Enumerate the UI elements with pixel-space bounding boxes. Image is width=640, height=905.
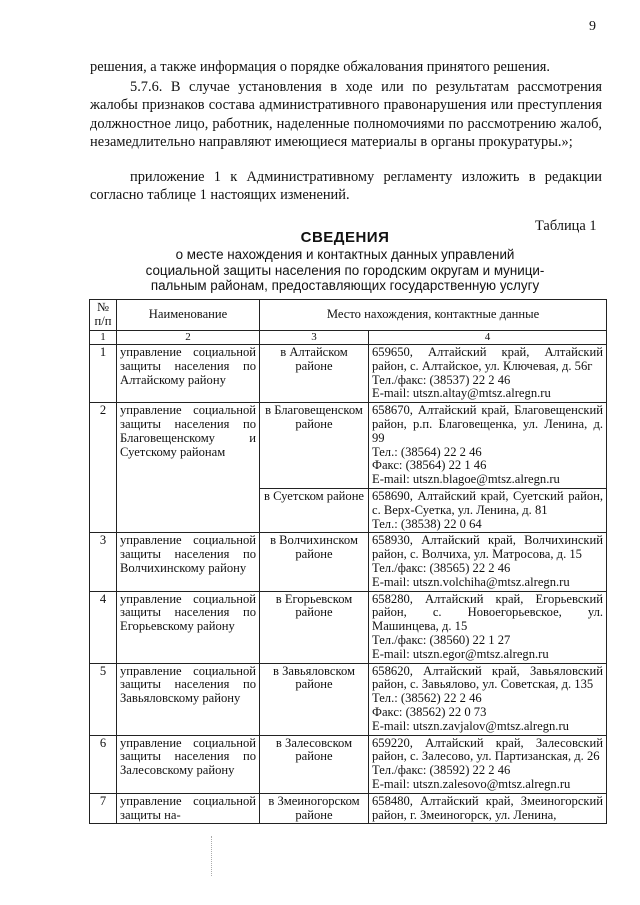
paragraph-appendix: приложение 1 к Административному регламенту изложить в редакции согласно таблице 1 настоящих изменений. xyxy=(90,169,602,204)
department-name: управление социальной защиты населения по Благовещенскому и Суетскому районам xyxy=(117,403,260,533)
address: 658480, Алтайский край, Змеиногорский район, г. Змеиногорск, ул. Ленина, xyxy=(372,793,604,822)
heading-line-2: социальной защиты населения по городским округам и муници- xyxy=(145,262,545,278)
email: E-mail: utszn.egor@mtsz.alregn.ru xyxy=(372,646,549,661)
header-place: Место нахождения, контактные данные xyxy=(260,300,607,331)
paragraph-5-7-6: 5.7.6. В случае установления в ходе или по результатам рассмотрения жалобы признаков состава административного правонарушения или преступления должностное лицо, работник, наделенные полномочиями по рассмотрению жалоб, незамедлительно направляют имеющиеся материалы в органы прокуратуры.»; xyxy=(90,79,602,151)
header-name: Наименование xyxy=(117,300,260,331)
row-number: 5 xyxy=(90,663,117,735)
phone: Тел./факс: (38537) 22 2 46 xyxy=(372,372,511,387)
phone: Тел.: (38562) 22 2 46 xyxy=(372,691,482,706)
phone: Тел./факс: (38565) 22 2 46 xyxy=(372,560,511,575)
email: E-mail: utszn.zalesovo@mtsz.alregn.ru xyxy=(372,776,571,791)
contact-data xyxy=(369,488,607,532)
district-location: в Залесовском районе xyxy=(260,735,369,793)
email: E-mail: utszn.zavjalov@mtsz.alregn.ru xyxy=(372,718,569,733)
table-row xyxy=(90,735,607,793)
department-name: управление социальной защиты населения по Егорьевскому району xyxy=(117,591,260,663)
district-location: в Алтайском районе xyxy=(260,345,369,403)
table-row xyxy=(90,663,607,735)
table-heading xyxy=(100,229,590,294)
row-number: 4 xyxy=(90,591,117,663)
email: E-mail: utszn.volchiha@mtsz.alregn.ru xyxy=(372,574,570,589)
department-name: управление социальной защиты населения по Волчихинскому району xyxy=(117,533,260,591)
heading-line-1: о месте нахождения и контактных данных управлений xyxy=(175,247,515,262)
index-cell: 1 xyxy=(90,331,117,345)
address: 659220, Алтайский край, Залесовский район, с. Залесово, ул. Партизанская, д. 26 xyxy=(372,735,604,764)
table-label: Таблица 1 xyxy=(535,218,597,234)
department-name: управление социальной защиты на- xyxy=(117,793,260,824)
heading-title: СВЕДЕНИЯ xyxy=(300,229,390,246)
address: 658930, Алтайский край, Волчихинский район, с. Волчиха, ул. Матросова, д. 15 xyxy=(372,533,604,562)
contact-data xyxy=(369,735,607,793)
fax: Факс: (38564) 22 1 46 xyxy=(372,458,487,473)
address: 659650, Алтайский край, Алтайский район, с. Алтайское, ул. Ключевая, д. 56г xyxy=(372,345,604,373)
department-name: управление социальной защиты населения по Завьяловскому району xyxy=(117,663,260,735)
index-cell: 4 xyxy=(369,331,607,345)
department-name: управление социальной защиты населения по Алтайскому району xyxy=(117,345,260,403)
table-index-row xyxy=(90,331,607,345)
address: 658280, Алтайский край, Егорьевский район, с. Новоегорьевское, ул. Машинцева, д. 15 xyxy=(372,591,604,634)
phone: Тел./факс: (38592) 22 2 46 xyxy=(372,763,511,778)
fax: Факс: (38562) 22 0 73 xyxy=(372,704,487,719)
index-cell: 2 xyxy=(117,331,260,345)
scan-artifact-line xyxy=(211,836,213,876)
district-location: в Суетском районе xyxy=(260,488,369,532)
table-row xyxy=(90,533,607,591)
district-location: в Егорьевском районе xyxy=(260,591,369,663)
address: 658670, Алтайский край, Благовещенский район, р.п. Благовещенка, ул. Ленина, д. 99 xyxy=(372,403,604,445)
row-number: 3 xyxy=(90,533,117,591)
row-number: 2 xyxy=(90,403,117,533)
row-number: 7 xyxy=(90,793,117,824)
index-cell: 3 xyxy=(260,331,369,345)
contact-data xyxy=(369,533,607,591)
department-name: управление социальной защиты населения по Залесовскому району xyxy=(117,735,260,793)
table-header-row xyxy=(90,300,607,331)
table-row xyxy=(90,403,607,489)
phone: Тел.: (38564) 22 2 46 xyxy=(372,444,482,459)
email: E-mail: utszn.altay@mtsz.alregn.ru xyxy=(372,386,551,401)
phone: Тел./факс: (38560) 22 1 27 xyxy=(372,632,511,647)
table-row xyxy=(90,793,607,824)
district-location: в Благовещенском районе xyxy=(260,403,369,489)
contact-data xyxy=(369,793,607,824)
contact-data xyxy=(369,591,607,663)
address: 658620, Алтайский край, Завьяловский район, с. Завьялово, ул. Советская, д. 135 xyxy=(372,663,604,692)
district-location: в Волчихинском районе xyxy=(260,533,369,591)
address: 658690, Алтайский край, Суетский район, с. Верх-Суетка, ул. Ленина, д. 81 xyxy=(372,488,604,517)
row-number: 1 xyxy=(90,345,117,403)
contact-data xyxy=(369,345,607,403)
district-location: в Змеиногорском районе xyxy=(260,793,369,824)
departments-table xyxy=(89,299,607,824)
table-row xyxy=(90,591,607,663)
table-row xyxy=(90,345,607,403)
page-number: 9 xyxy=(589,19,596,34)
heading-line-3: пальным районам, предоставляющих государственную услугу xyxy=(150,278,540,293)
contact-data xyxy=(369,663,607,735)
email: E-mail: utszn.blagoe@mtsz.alregn.ru xyxy=(372,472,560,487)
phone: Тел.: (38538) 22 0 64 xyxy=(372,516,482,531)
district-location: в Завьяловском районе xyxy=(260,663,369,735)
row-number: 6 xyxy=(90,735,117,793)
contact-data xyxy=(369,403,607,489)
header-num: № п/п xyxy=(90,300,117,331)
paragraph-1: решения, а также информация о порядке обжалования принятого решения. xyxy=(90,59,551,75)
